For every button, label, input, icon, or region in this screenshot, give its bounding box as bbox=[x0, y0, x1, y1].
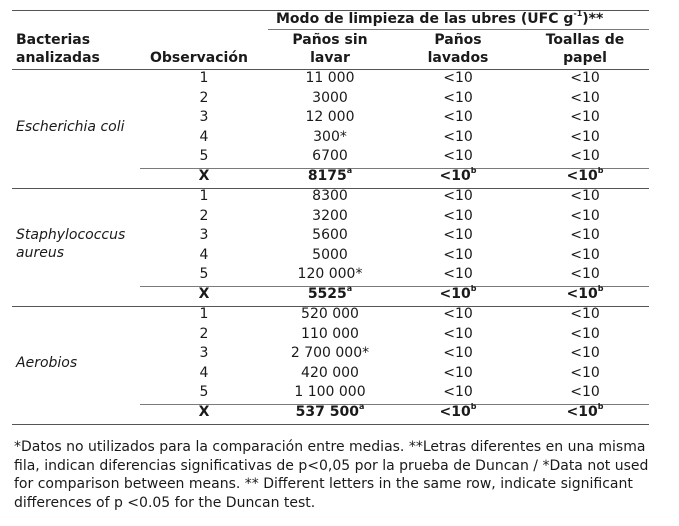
unwashed-cloths-value: 300* bbox=[313, 128, 347, 145]
header-paper-towels-line2: papel bbox=[563, 50, 607, 66]
paper-towels-value: <10 bbox=[570, 266, 600, 283]
mean-value: <10 bbox=[439, 404, 471, 420]
unwashed-cloths-value: 420 000 bbox=[301, 364, 359, 381]
mean-unwashed-cloths bbox=[308, 286, 352, 303]
mean-label: X bbox=[198, 168, 210, 184]
observation-number: 1 bbox=[199, 188, 209, 204]
mean-value: <10 bbox=[566, 168, 598, 184]
washed-cloths-value: <10 bbox=[443, 128, 473, 145]
header-washed-cloths-line1: Paños bbox=[434, 32, 482, 48]
washed-cloths-value: <10 bbox=[443, 345, 473, 362]
observation-number: 4 bbox=[199, 364, 209, 381]
paper-towels-value: <10 bbox=[570, 306, 600, 322]
header-unwashed-cloths-line1: Paños sin bbox=[292, 32, 368, 48]
observation-number: 5 bbox=[199, 266, 209, 283]
observation-number: 2 bbox=[199, 89, 209, 106]
mean-value: <10 bbox=[566, 286, 598, 302]
paper-towels-value: <10 bbox=[570, 70, 600, 86]
significance-letter: b bbox=[470, 166, 477, 176]
unwashed-cloths-value: 520 000 bbox=[301, 306, 359, 322]
group-title-underline bbox=[268, 29, 649, 30]
header-observation: Observación bbox=[150, 50, 248, 66]
washed-cloths-value: <10 bbox=[443, 89, 473, 106]
washed-cloths-value: <10 bbox=[443, 306, 473, 322]
washed-cloths-value: <10 bbox=[443, 325, 473, 342]
washed-cloths-value: <10 bbox=[443, 148, 473, 165]
paper-towels-value: <10 bbox=[570, 207, 600, 224]
mean-unwashed-cloths bbox=[296, 404, 365, 421]
mean-washed-cloths bbox=[440, 404, 477, 421]
significance-letter: b bbox=[597, 166, 604, 176]
unwashed-cloths-value: 8300 bbox=[312, 188, 348, 204]
observation-number: 3 bbox=[199, 109, 209, 126]
bacteria-name-line1: Staphylococcus bbox=[16, 227, 126, 243]
unwashed-cloths-value: 3000 bbox=[312, 89, 348, 106]
washed-cloths-value: <10 bbox=[443, 364, 473, 381]
observation-number: 1 bbox=[199, 70, 209, 86]
paper-towels-value: <10 bbox=[570, 188, 600, 204]
mean-washed-cloths bbox=[440, 168, 477, 185]
header-paper-towels-line1: Toallas de bbox=[545, 32, 625, 48]
unwashed-cloths-value: 5600 bbox=[312, 227, 348, 244]
observation-number: 3 bbox=[199, 227, 209, 244]
paper-towels-value: <10 bbox=[570, 384, 600, 401]
unwashed-cloths-value: 2 700 000* bbox=[290, 345, 370, 362]
significance-letter: b bbox=[597, 402, 604, 412]
observation-number: 5 bbox=[199, 148, 209, 165]
paper-towels-value: <10 bbox=[570, 227, 600, 244]
washed-cloths-value: <10 bbox=[443, 188, 473, 204]
mean-value: 5525 bbox=[307, 286, 347, 302]
bacteria-name-line1: Escherichia coli bbox=[16, 119, 125, 135]
washed-cloths-value: <10 bbox=[443, 266, 473, 283]
mean-paper-towels bbox=[567, 404, 604, 421]
paper-towels-value: <10 bbox=[570, 345, 600, 362]
header-washed-cloths-line2: lavados bbox=[427, 50, 489, 66]
paper-towels-value: <10 bbox=[570, 325, 600, 342]
washed-cloths-value: <10 bbox=[443, 70, 473, 86]
paper-towels-value: <10 bbox=[570, 89, 600, 106]
header-unwashed-cloths-line2: lavar bbox=[310, 50, 350, 66]
mean-paper-towels bbox=[567, 168, 604, 185]
significance-letter: b bbox=[470, 284, 477, 294]
significance-letter: a bbox=[346, 166, 353, 176]
observation-number: 2 bbox=[199, 207, 209, 224]
observation-number: 1 bbox=[199, 306, 209, 322]
paper-towels-value: <10 bbox=[570, 128, 600, 145]
mean-value: <10 bbox=[566, 404, 598, 420]
washed-cloths-value: <10 bbox=[443, 227, 473, 244]
significance-letter: b bbox=[470, 402, 477, 412]
washed-cloths-value: <10 bbox=[443, 207, 473, 224]
observation-number: 3 bbox=[199, 345, 209, 362]
header-bacteria-line2: analizadas bbox=[16, 50, 100, 66]
mean-label: X bbox=[198, 286, 210, 302]
header-bacteria-line1: Bacterias bbox=[16, 32, 91, 48]
unwashed-cloths-value: 5000 bbox=[312, 246, 348, 263]
unwashed-cloths-value: 3200 bbox=[312, 207, 348, 224]
column-group-title: Modo de limpieza de las ubres (UFC $g^{-1})**$ bbox=[276, 9, 604, 27]
mean-washed-cloths bbox=[440, 286, 477, 303]
significance-letter: a bbox=[358, 402, 365, 412]
mean-value: 537 500 bbox=[295, 404, 359, 420]
observation-number: 4 bbox=[199, 246, 209, 263]
unwashed-cloths-value: 12 000 bbox=[305, 109, 355, 126]
mean-value: <10 bbox=[439, 168, 471, 184]
unwashed-cloths-value: 120 000* bbox=[297, 266, 363, 283]
paper-towels-value: <10 bbox=[570, 364, 600, 381]
table-footnote: *Datos no utilizados para la comparación entre medias. **Letras diferentes en una misma fila, indican diferencias significativas de p<0,05 por la prueba de Duncan / *Data not used for comparison between means. ** Different letters in the same row, indicate significant differences of p <0.05 for the Duncan test. bbox=[14, 439, 649, 511]
mean-label: X bbox=[198, 404, 210, 420]
observation-number: 2 bbox=[199, 325, 209, 342]
mean-unwashed-cloths bbox=[308, 168, 352, 185]
washed-cloths-value: <10 bbox=[443, 384, 473, 401]
observation-number: 5 bbox=[199, 384, 209, 401]
unwashed-cloths-value: 6700 bbox=[312, 148, 348, 165]
unwashed-cloths-value: 110 000 bbox=[301, 325, 359, 342]
mean-paper-towels bbox=[567, 286, 604, 303]
significance-letter: b bbox=[597, 284, 604, 294]
mean-value: <10 bbox=[439, 286, 471, 302]
paper-towels-value: <10 bbox=[570, 148, 600, 165]
bacteria-name-line2: aureus bbox=[16, 245, 64, 261]
bacteria-name-line1: Aerobios bbox=[16, 355, 78, 371]
paper-towels-value: <10 bbox=[570, 246, 600, 263]
observation-number: 4 bbox=[199, 128, 209, 145]
washed-cloths-value: <10 bbox=[443, 246, 473, 263]
group-bottom-rule bbox=[12, 424, 649, 425]
mean-value: 8175 bbox=[307, 168, 347, 184]
paper-towels-value: <10 bbox=[570, 109, 600, 126]
unwashed-cloths-value: 1 100 000 bbox=[294, 384, 366, 401]
washed-cloths-value: <10 bbox=[443, 109, 473, 126]
unwashed-cloths-value: 11 000 bbox=[305, 70, 355, 86]
significance-letter: a bbox=[346, 284, 353, 294]
